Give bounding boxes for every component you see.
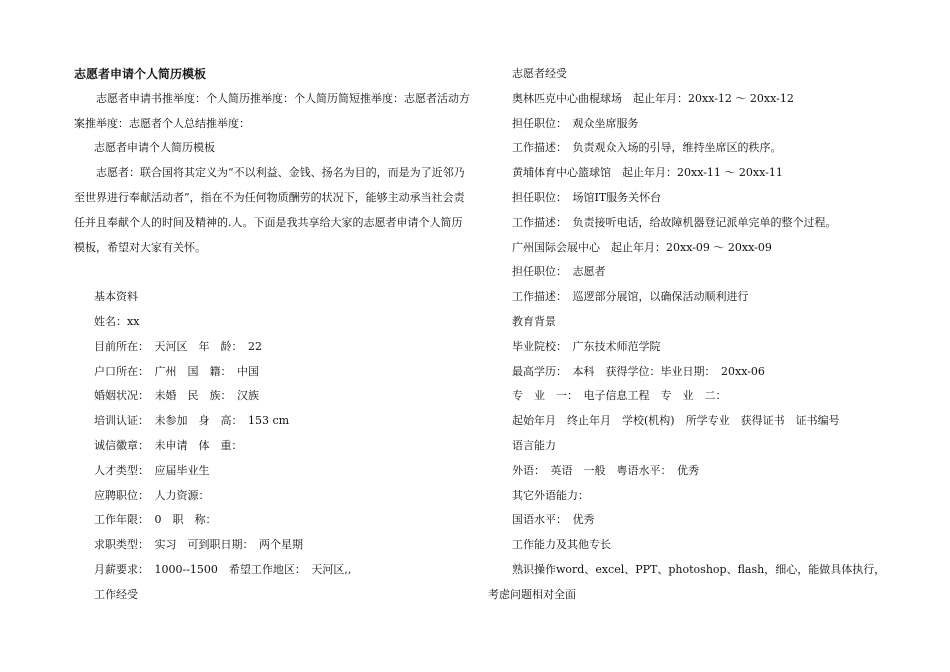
line-basic-info-heading: 基本资料 (94, 290, 138, 304)
line-role-1: 担任职位： 观众坐席服务 (512, 116, 639, 130)
line-degree: 最高学历： 本科 获得学位：毕业日期： 20xx-06 (512, 364, 765, 378)
line-other-languages: 其它外语能力： (512, 488, 589, 502)
line-work-years-title: 工作年限： 0 职 称： (94, 513, 217, 527)
line-work-experience-heading: 工作经受 (94, 587, 138, 601)
line-role-2: 担任职位： 场馆IT服务关怀台 (512, 190, 662, 204)
line-desc-1: 工作描述： 负责观众入场的引导，维持坐席区的秩序。 (512, 141, 782, 155)
line-mandarin: 国语水平： 优秀 (512, 513, 595, 527)
line-role-3: 担任职位： 志愿者 (512, 265, 606, 279)
line-education-columns: 起始年月 终止年月 学校(机构) 所学专业 获得证书 证书编号 (512, 414, 840, 428)
line-foreign-language: 外语： 英语 一般 粤语水平： 优秀 (512, 463, 699, 477)
line-huangpu-basketball: 黄埔体育中心篮球馆 起止年月：20xx-11 ～ 20xx-11 (512, 166, 783, 180)
line-volunteer-experience-heading: 志愿者经受 (512, 67, 567, 80)
line-olympic-hockey: 奥林匹克中心曲棍球场 起止年月：20xx-12 ～ 20xx-12 (512, 91, 794, 105)
line-talent-type: 人才类型： 应届毕业生 (94, 463, 210, 477)
line-school: 毕业院校： 广东技术师范学院 (512, 339, 661, 353)
line-language-heading: 语言能力 (512, 438, 556, 452)
line-desc-2: 工作描述： 负责接听电话，给故障机器登记派单完单的整个过程。 (512, 215, 837, 229)
line-marital-ethnicity: 婚姻状况： 未婚 民 族： 汉族 (94, 389, 259, 403)
line-education-heading: 教育背景 (512, 314, 556, 328)
line-applied-position: 应聘职位： 人力资源： (94, 488, 210, 502)
line-job-type-start: 求职类型： 实习 可到职日期： 两个星期 (94, 538, 303, 552)
intro-recommend-paragraph: 志愿者申请书推举度：个人简历推举度：个人简历简短推举度：志愿者活动方案推举度：志愿者个人总结推举度： (74, 91, 470, 130)
intro-body-paragraph: 志愿者：联合国将其定义为“不以利益、金钱、扬名为目的，而是为了近邻乃至世界进行奉献活动者”，指在不为任何物质酬劳的状况下，能够主动承当社会责任并且奉献个人的时间及精神的.人。下面是我共享给大家的志愿者申请个人简历模板，希望对大家有关怀。 (74, 166, 465, 254)
line-location-age: 目前所在： 天河区 年 龄： 22 (94, 339, 262, 353)
line-credit-weight: 诚信徽章： 未申请 体 重： (94, 438, 243, 452)
line-skills-detail-cont: 考虑问题相对全面 (488, 587, 576, 601)
line-name: 姓名：xx (94, 314, 140, 328)
line-convention-center: 广州国际会展中心 起止年月：20xx-09 ～ 20xx-09 (512, 240, 772, 254)
line-desc-3: 工作描述： 巡逻部分展馆，以确保活动顺利进行 (512, 290, 749, 304)
subtitle: 志愿者申请个人简历模板 (94, 141, 215, 155)
left-column (74, 62, 470, 608)
line-salary-area: 月薪要求： 1000--1500 希望工作地区： 天河区,, (94, 562, 352, 576)
line-skills-detail: 熟识操作word、excel、PPT、photoshop、flash，细心，能做具体执行， (512, 562, 886, 576)
blank-line (74, 260, 470, 285)
line-majors: 专 业 一： 电子信息工程 专 业 二： (512, 389, 727, 403)
document-title: 志愿者申请个人简历模板 (74, 67, 207, 81)
line-training-height: 培训认证： 未参加 身 高： 153 cm (94, 414, 290, 428)
line-hukou-nationality: 户口所在： 广州 国 籍： 中国 (94, 364, 259, 378)
line-skills-heading: 工作能力及其他专长 (512, 538, 611, 552)
right-column (488, 62, 886, 608)
